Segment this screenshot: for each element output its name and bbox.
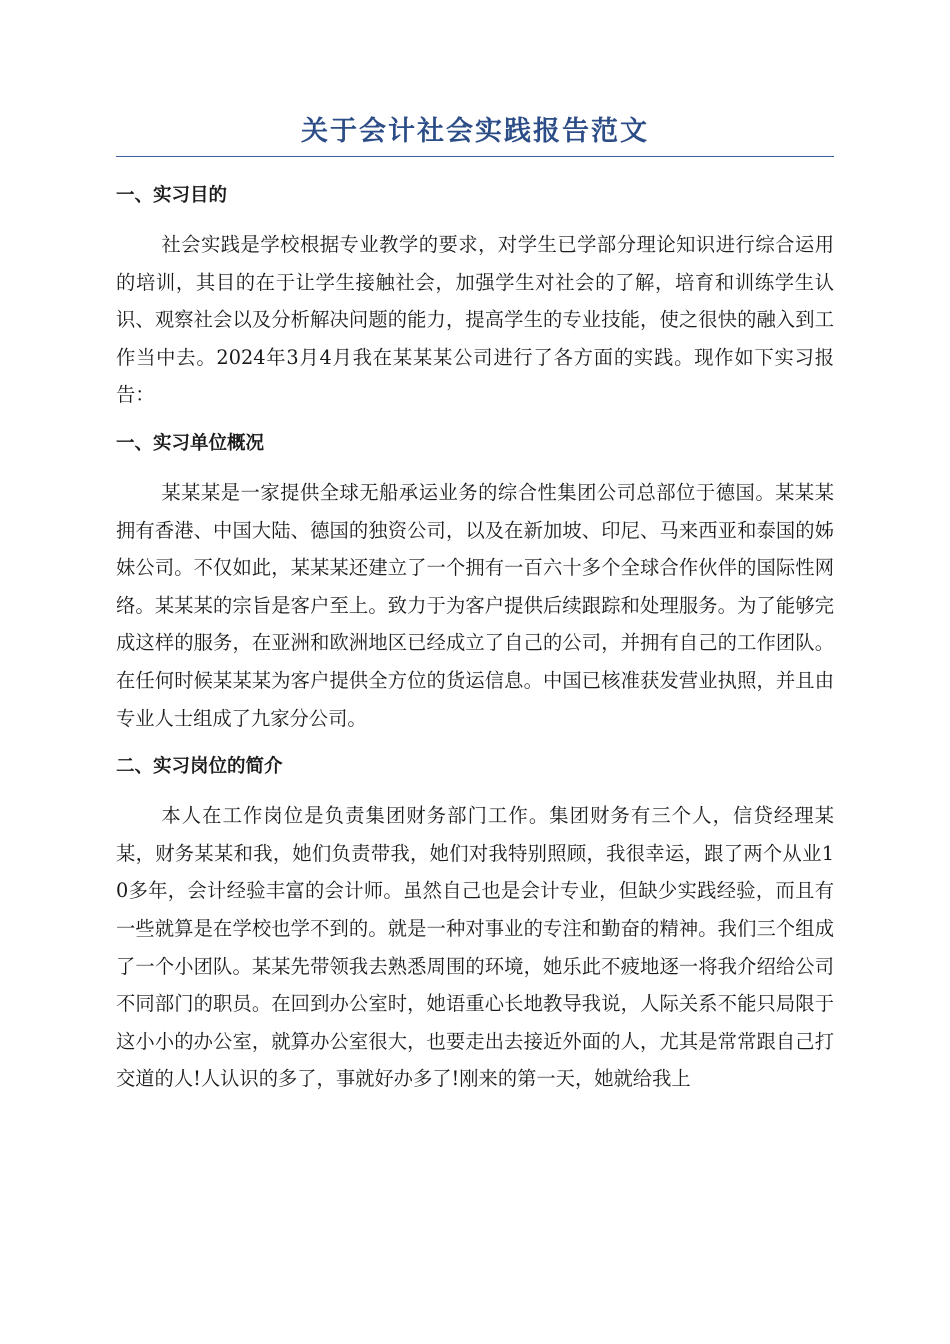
title-divider [116, 156, 834, 157]
section-paragraph-company-overview: 某某某是一家提供全球无船承运业务的综合性集团公司总部位于德国。某某某拥有香港、中国大陆、德国的独资公司，以及在新加坡、印尼、马来西亚和泰国的姊妹公司。不仅如此，某某某还建立了一个拥有一百六十多个全球合作伙伴的国际性网络。某某某的宗旨是客户至上。致力于为客户提供后续跟踪和处理服务。为了能够完成这样的服务，在亚洲和欧洲地区已经成立了自己的公司，并拥有自己的工作团队。在任何时候某某某为客户提供全方位的货运信息。中国已核准获发营业执照，并且由专业人士组成了九家分公司。 [116, 480, 834, 730]
section-paragraph-position-intro: 本人在工作岗位是负责集团财务部门工作。集团财务有三个人，信贷经理某某，财务某某和我，她们负责带我，她们对我特别照顾，我很幸运，跟了两个从业10多年，会计经验丰富的会计师。虽然自己也是会计专业，但缺少实践经验，而且有一些就算是在学校也学不到的。就是一种对事业的专注和勤奋的精神。我们三个组成了一个小团队。某某先带领我去熟悉周围的环境，她乐此不疲地逐一将我介绍给公司不同部门的职员。在回到办公室时，她语重心长地教导我说，人际关系不能只局限于这小小的办公室，就算办公室很大，也要走出去接近外面的人，尤其是常常跟自己打交道的人!人认识的多了，事就好办多了!刚来的第一天，她就给我上 [116, 804, 834, 1091]
section-heading-position-intro: 二、实习岗位的简介 [116, 756, 283, 778]
document-page [116, 104, 834, 1098]
section-heading-purpose: 一、实习目的 [116, 185, 228, 206]
section-paragraph-purpose: 社会实践是学校根据专业教学的要求，对学生已学部分理论知识进行综合运用的培训，其目的在于让学生接触社会，加强学生对社会的了解，培育和训练学生认识、观察社会以及分析解决问题的能力，提高学生的专业技能，使之很快的融入到工作当中去。2024年3月4月我在某某某公司进行了各方面的实践。现作如下实习报告： [116, 233, 834, 407]
section-heading-company-overview: 一、实习单位概况 [116, 432, 265, 454]
document-title: 关于会计社会实践报告范文 [301, 116, 649, 147]
